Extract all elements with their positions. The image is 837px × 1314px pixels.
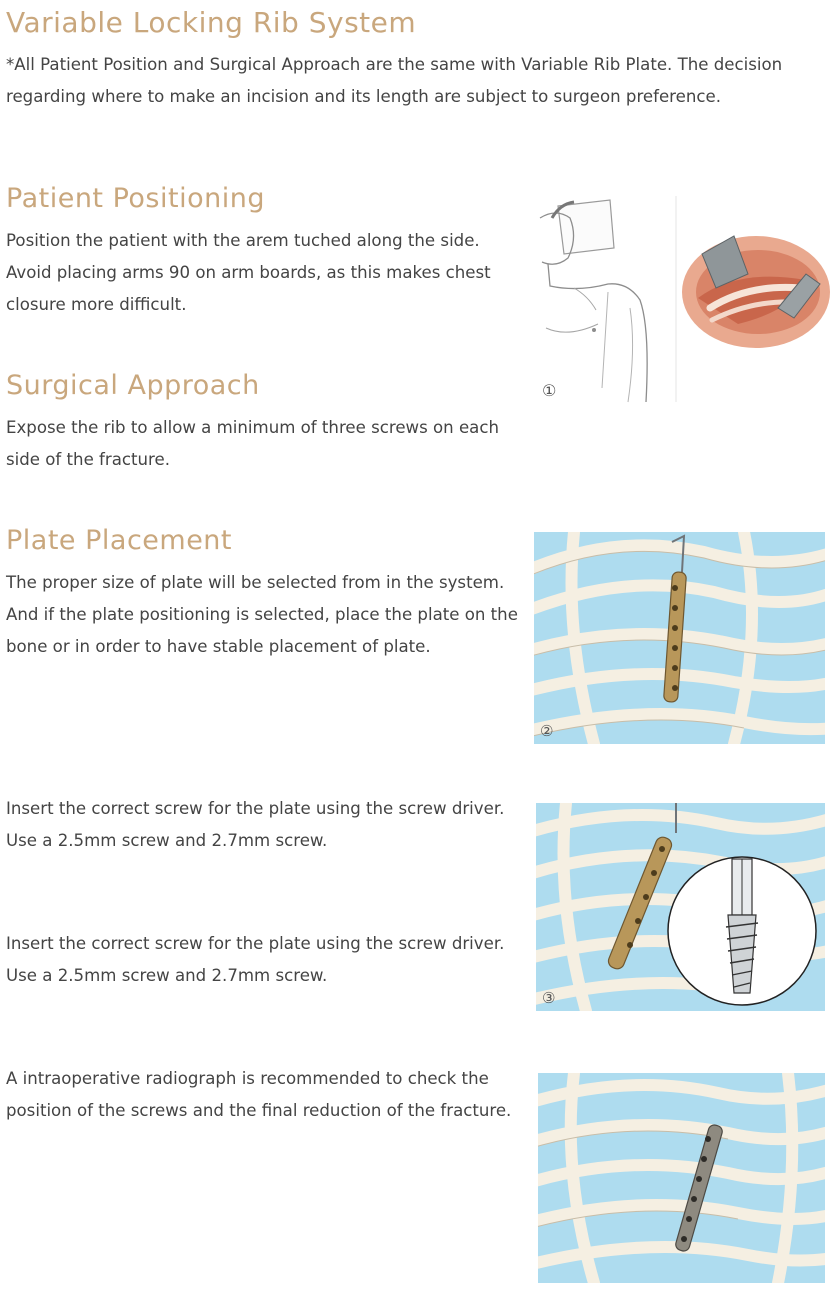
text-line: bone or in order to have stable placement of plate.: [6, 637, 431, 656]
text-line: Use a 2.5mm screw and 2.7mm screw.: [6, 831, 328, 850]
patient-positioning-text: [6, 225, 491, 321]
figure-3-number: ③: [542, 989, 556, 1007]
screw-insertion-text-2: [6, 928, 504, 992]
text-line: side of the fracture.: [6, 450, 170, 469]
text-line: position of the screws and the final reduction of the fracture.: [6, 1101, 512, 1120]
text-line: A intraoperative radiograph is recommended to check the: [6, 1069, 489, 1088]
figure-radiograph: [538, 1073, 825, 1283]
surgical-approach-text: [6, 412, 499, 476]
intro-line: *All Patient Position and Surgical Approach are the same with Variable Rib Plate. The decision: [6, 55, 783, 74]
text-line: Use a 2.5mm screw and 2.7mm screw.: [6, 966, 328, 985]
radiograph-text: [6, 1063, 511, 1127]
figure-screw-insertion: [536, 803, 825, 1011]
screw-insertion-text-1: [6, 793, 504, 857]
heading-plate-placement: Plate Placement: [6, 525, 233, 556]
text-line: Position the patient with the arem tuched along the side.: [6, 231, 480, 250]
intro-line: regarding where to make an incision and its length are subject to surgeon preference.: [6, 87, 721, 106]
screw-insertion-illustration: [536, 803, 825, 1011]
figure-patient-positioning: [538, 188, 830, 404]
heading-surgical-approach: Surgical Approach: [6, 370, 260, 401]
heading-patient-positioning: Patient Positioning: [6, 183, 265, 214]
text-line: Avoid placing arms 90 on arm boards, as this makes chest: [6, 263, 491, 282]
text-line: Insert the correct screw for the plate using the screw driver.: [6, 934, 505, 953]
text-line: And if the plate positioning is selected, place the plate on the: [6, 605, 518, 624]
figure-2-number: ②: [540, 722, 554, 740]
figure-1-number: ①: [542, 381, 557, 400]
text-line: Insert the correct screw for the plate using the screw driver.: [6, 799, 505, 818]
text-line: closure more difficult.: [6, 295, 187, 314]
plate-placement-text: [6, 567, 518, 663]
page-title: Variable Locking Rib System: [6, 6, 417, 39]
patient-illustration: [538, 188, 830, 404]
text-line: Expose the rib to allow a minimum of three screws on each: [6, 418, 499, 437]
text-line: The proper size of plate will be selected from in the system.: [6, 573, 505, 592]
radiograph-illustration: [538, 1073, 825, 1283]
intro-text: [6, 49, 782, 113]
figure-plate-placement: [534, 532, 825, 744]
plate-placement-illustration: [534, 532, 825, 744]
